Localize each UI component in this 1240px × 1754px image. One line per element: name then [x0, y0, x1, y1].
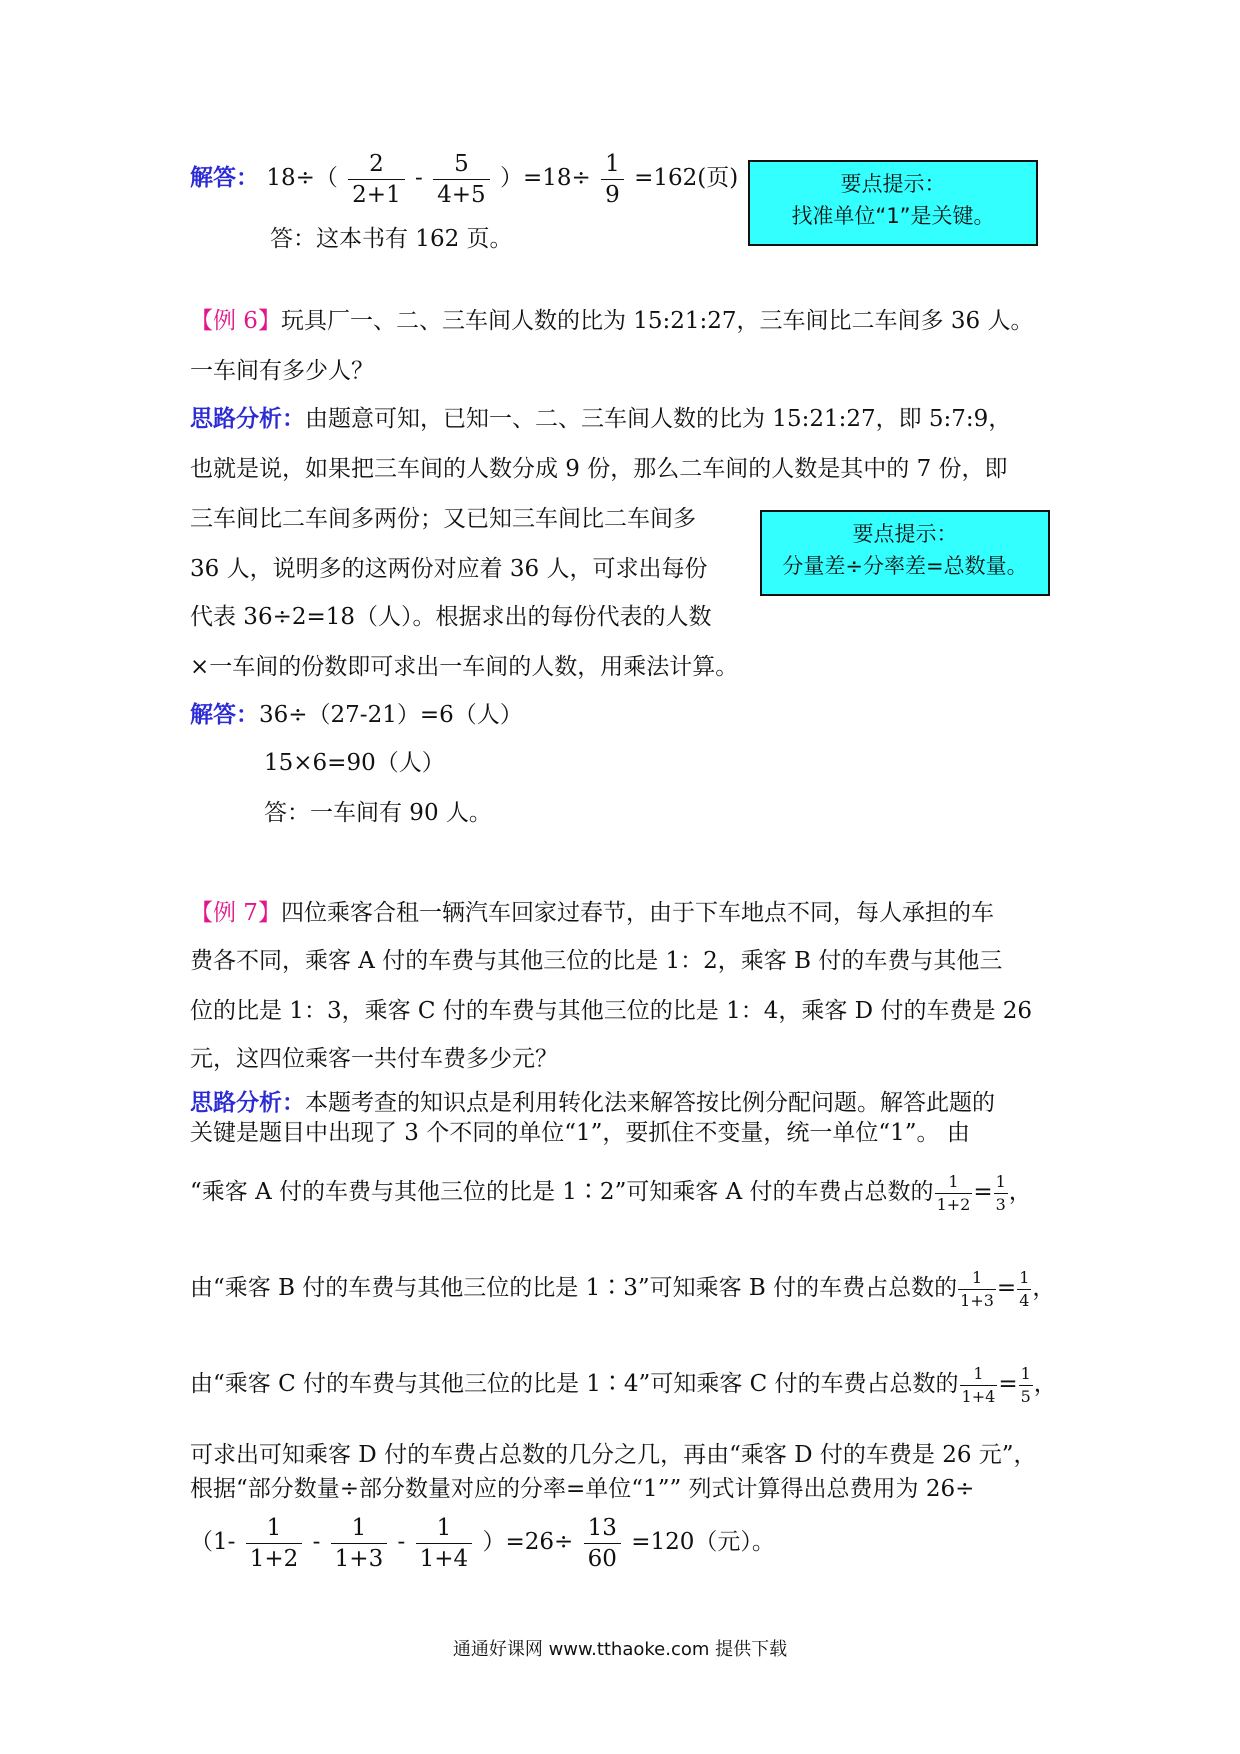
ex5-fraction-3: $\frac{1}{9}$: [601, 149, 624, 210]
ex6-analysis-text: 由题意可知，已知一、二、三车间人数的比为 15:21:27，即 5:7:9，: [305, 406, 1012, 432]
ex5-solution-line: [190, 146, 738, 210]
ex6-analysis-line-4: 36 人，说明多的这两份对应着 36 人，可求出每份: [190, 556, 708, 582]
ex6-analysis-line-6: ×一车间的份数即可求出一车间的人数，用乘法计算。: [190, 654, 739, 680]
tip-text: 找准单位“1”是关键。: [791, 204, 995, 228]
minus-sign: -: [312, 1529, 321, 1555]
ex6-solution-line-1: [190, 698, 523, 732]
ex6-question-line-2: 一车间有多少人？: [190, 358, 374, 384]
ex6-question-text: 玩具厂一、二、三车间人数的比为 15:21:27，三车间比二车间多 36 人。: [280, 308, 1034, 334]
ex5-expr-post: =162(页): [634, 165, 739, 191]
ex7-analysis-text: 本题考查的知识点是利用转化法来解答按比例分配问题。解答此题的: [305, 1090, 995, 1116]
ex7-analysis-line-2: 关键是题目中出现了 3 个不同的单位“1”，要抓住不变量，统一单位“1”。 由: [190, 1120, 970, 1146]
ex6-solution-step-1: 36÷（27-21）=6（人）: [259, 702, 523, 728]
ex7-analysis-line-5: [190, 1360, 1057, 1408]
comma: ，: [1032, 1275, 1056, 1301]
ex7-fraction-a-2: $\frac{1}{3}$: [995, 1172, 1006, 1214]
ex7-tag: 【例 7】: [190, 900, 281, 926]
ex7-analysis-text-c: 由“乘客 C 付的车费与其他三位的比是 1∶4”可知乘客 C 付的车费占总数的: [190, 1371, 959, 1397]
ex5-expr-mid: ）=18÷: [499, 165, 591, 191]
ex7-fraction-b-1: $\frac{1}{1+3}$: [960, 1268, 994, 1310]
ex7-question-text: 四位乘客合租一辆汽车回家过春节，由于下车地点不同，每人承担的车: [280, 900, 994, 926]
ex7-fraction-4: $\frac{13}{60}$: [584, 1513, 621, 1574]
ex6-answer-label: 解答：: [190, 702, 259, 728]
equals-sign: =: [996, 1275, 1017, 1301]
equals-sign: =: [998, 1371, 1018, 1397]
ex6-analysis-line-1: [190, 402, 1011, 436]
ex7-analysis-line-4: [190, 1264, 1055, 1312]
ex7-analysis-line-6: 可求出可知乘客 D 付的车费占总数的几分之几，再由“乘客 D 付的车费是 26 元”，: [190, 1442, 1037, 1468]
ex6-analysis-line-2: 也就是说，如果把三车间的人数分成 9 份，那么二车间的人数是其中的 7 份，即: [190, 456, 1008, 482]
tip-box-1: [748, 160, 1038, 246]
ex5-expr-pre: 18÷（: [266, 165, 338, 191]
ex7-expr-pre: （1-: [190, 1529, 236, 1555]
ex5-answer-label: 解答：: [190, 165, 259, 191]
minus-sign: -: [397, 1529, 406, 1555]
ex7-question-line-3: 位的比是 1：3，乘客 C 付的车费与其他三位的比是 1：4，乘客 D 付的车费是 26: [190, 998, 1033, 1024]
page-footer: 通通好课网 www.tthaoke.com 提供下载: [452, 1639, 788, 1660]
ex5-fraction-2: $\frac{5}{4+5}$: [433, 149, 490, 210]
equals-sign: =: [973, 1179, 993, 1205]
ex7-fraction-a-1: $\frac{1}{1+2}$: [936, 1172, 971, 1214]
ex7-question-line-4: 元，这四位乘客一共付车费多少元？: [190, 1046, 558, 1072]
ex6-question-line-1: [190, 304, 1033, 338]
minus-sign: -: [415, 165, 423, 191]
ex7-question-line-2: 费各不同，乘客 A 付的车费与其他三位的比是 1：2，乘客 B 付的车费与其他三: [190, 948, 1003, 974]
ex6-analysis-label: 思路分析：: [190, 406, 305, 432]
tip-title: 要点提示：: [852, 522, 958, 546]
ex7-final-expression: [190, 1510, 775, 1574]
ex5-fraction-1: $\frac{2}{2+1}$: [348, 149, 405, 210]
ex5-answer-sentence: 答：这本书有 162 页。: [270, 226, 513, 252]
ex7-expr-post: =120（元）。: [631, 1529, 775, 1555]
ex6-solution-step-2: 15×6=90（人）: [264, 750, 445, 776]
ex7-analysis-label: 思路分析：: [190, 1090, 305, 1116]
ex7-analysis-line-3: [190, 1168, 1032, 1216]
ex7-fraction-b-2: $\frac{1}{4}$: [1019, 1268, 1030, 1310]
ex7-analysis-line-7: 根据“部分数量÷部分数量对应的分率=单位“1”” 列式计算得出总费用为 26÷: [190, 1476, 975, 1502]
tip-box-2: [760, 510, 1050, 596]
ex6-answer-sentence: 答：一车间有 90 人。: [264, 800, 492, 826]
ex7-fraction-3: $\frac{1}{1+4}$: [416, 1513, 473, 1574]
ex7-analysis-text-b: 由“乘客 B 付的车费与其他三位的比是 1∶3”可知乘客 B 付的车费占总数的: [190, 1275, 958, 1301]
ex7-expr-mid: ）=26÷: [482, 1529, 574, 1555]
tip-text: 分量差÷分率差=总数量。: [782, 554, 1028, 578]
ex7-fraction-c-2: $\frac{1}{5}$: [1020, 1364, 1031, 1406]
ex7-analysis-text-a: “乘客 A 付的车费与其他三位的比是 1∶2”可知乘客 A 付的车费占总数的: [190, 1179, 934, 1205]
ex7-question-line-1: [190, 896, 994, 930]
ex6-analysis-line-5: 代表 36÷2=18（人）。根据求出的每份代表的人数: [190, 604, 712, 630]
comma: ，: [1008, 1179, 1032, 1205]
ex7-fraction-1: $\frac{1}{1+2}$: [246, 1513, 303, 1574]
ex7-analysis-line-1: [190, 1088, 995, 1118]
ex6-analysis-line-3: 三车间比二车间多两份；又已知三车间比二车间多: [190, 506, 696, 532]
comma: ，: [1033, 1371, 1057, 1397]
ex7-fraction-2: $\frac{1}{1+3}$: [331, 1513, 388, 1574]
tip-title: 要点提示：: [840, 172, 946, 196]
ex6-tag: 【例 6】: [190, 308, 281, 334]
ex7-fraction-c-1: $\frac{1}{1+4}$: [961, 1364, 996, 1406]
